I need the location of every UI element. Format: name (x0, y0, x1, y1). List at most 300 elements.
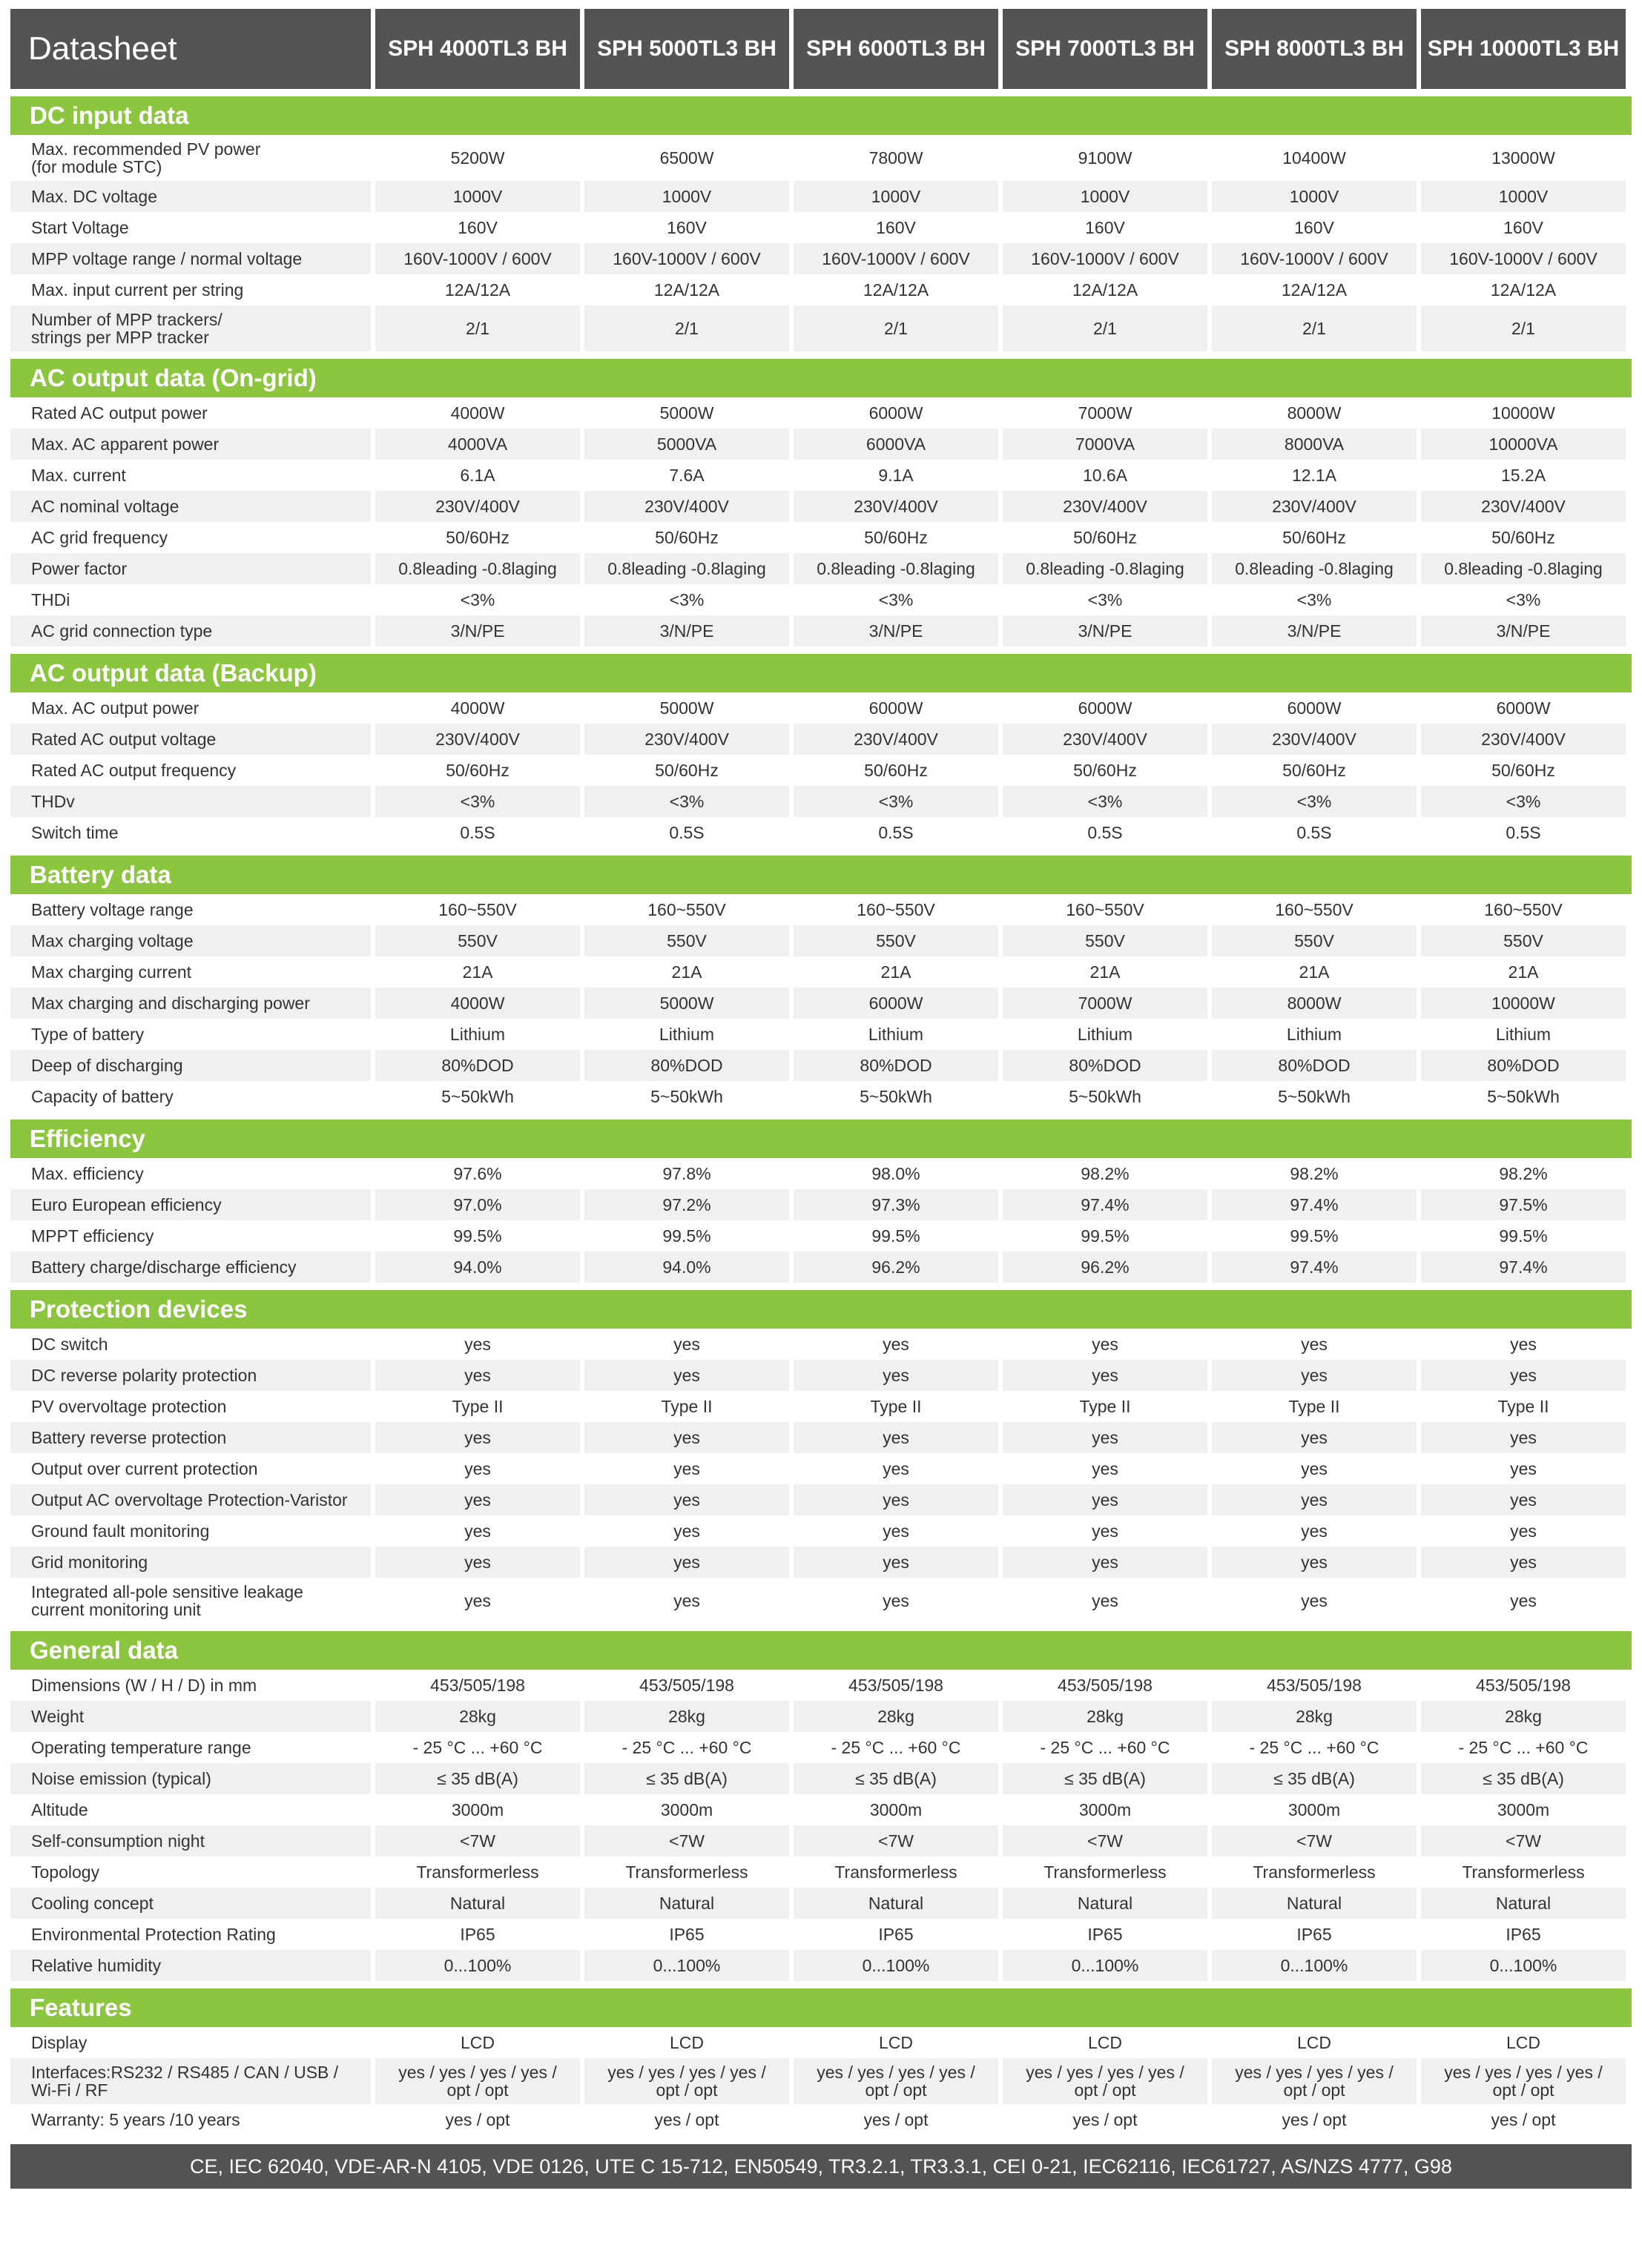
row-value: yes (1003, 1547, 1207, 1578)
section-title: General data (10, 1631, 1632, 1670)
row-value: 453/505/198 (1267, 1676, 1362, 1695)
table-row (10, 1794, 1632, 1825)
row-label: THDv (10, 786, 371, 817)
row-value: yes (584, 1484, 789, 1515)
row-value: IP65 (1506, 1925, 1541, 1944)
table-row (10, 894, 1632, 925)
row-value: 230V/400V (794, 491, 998, 522)
row-value: 3/N/PE (375, 615, 580, 647)
row-value: 3/N/PE (1003, 615, 1207, 647)
row-label: DC switch (31, 1335, 108, 1354)
row-value: 230V/400V (375, 491, 580, 522)
row-value: yes (1003, 1422, 1207, 1453)
section-title: Efficiency (10, 1120, 1632, 1158)
row-value: IP65 (1087, 1925, 1123, 1944)
row-value: 160~550V (1066, 900, 1144, 919)
row-value: 0.8leading -0.8laging (794, 553, 998, 584)
row-value: yes (1092, 1335, 1118, 1354)
row-value: <3% (1212, 786, 1417, 817)
row-value: Natural (1421, 1888, 1626, 1919)
row-value: 28kg (584, 1701, 789, 1732)
row-value: 98.2% (1499, 1164, 1548, 1183)
row-value: 160V (458, 218, 498, 237)
table-row (10, 553, 1632, 584)
row-value: 230V/400V (1003, 491, 1207, 522)
row-value: 550V (375, 925, 580, 956)
row-value: 160V (667, 218, 707, 237)
row-value: Natural (375, 1888, 580, 1919)
row-label: Max. efficiency (31, 1164, 144, 1183)
table-row (10, 274, 1632, 305)
table-row (10, 1919, 1632, 1950)
table-row (10, 1547, 1632, 1578)
table-row (10, 1701, 1632, 1732)
row-value: yes (375, 1422, 580, 1453)
row-value: <3% (669, 590, 705, 609)
row-value: yes / opt (654, 2110, 719, 2129)
section (10, 654, 1632, 848)
row-value: 5~50kWh (441, 1087, 514, 1106)
row-value: 7000VA (1003, 429, 1207, 460)
row-value: LCD (460, 2033, 495, 2052)
row-value: 10000VA (1421, 429, 1626, 460)
row-value: 98.2% (1081, 1164, 1130, 1183)
row-value: yes (1421, 1547, 1626, 1578)
row-value: 1000V (1003, 181, 1207, 212)
row-value: 50/60Hz (1491, 761, 1555, 780)
row-value: 160~550V (1275, 900, 1354, 919)
row-value: 550V (584, 925, 789, 956)
table-row (10, 1857, 1632, 1888)
row-value: 230V/400V (584, 724, 789, 755)
row-value: 230V/400V (375, 724, 580, 755)
row-value: 230V/400V (1003, 724, 1207, 755)
table-row (10, 1732, 1632, 1763)
row-value: 8000VA (1212, 429, 1417, 460)
row-value: 453/505/198 (848, 1676, 943, 1695)
row-value: yes (1301, 1591, 1328, 1610)
row-value: 6000W (868, 698, 923, 718)
row-value: 550V (1212, 925, 1417, 956)
row-label: THDi (31, 590, 70, 609)
row-value: 0.5S (878, 823, 914, 842)
row-value: yes / yes / yes / yes / opt / opt (1421, 2058, 1626, 2104)
table-row (10, 397, 1632, 429)
row-value: 453/505/198 (1058, 1676, 1153, 1695)
row-label: MPP voltage range / normal voltage (10, 243, 371, 274)
row-value: yes (794, 1547, 998, 1578)
row-value: 28kg (1003, 1701, 1207, 1732)
row-value: yes / opt (1072, 2110, 1138, 2129)
section (10, 1988, 1632, 2135)
row-value: 160V-1000V / 600V (794, 243, 998, 274)
table-row (10, 786, 1632, 817)
row-value: yes (1003, 1484, 1207, 1515)
row-value: yes (464, 1521, 491, 1541)
row-value: 0.5S (460, 823, 495, 842)
row-value: 4000W (375, 988, 580, 1019)
row-value: 3000m (660, 1800, 713, 1819)
table-row (10, 1019, 1632, 1050)
row-value: <3% (375, 786, 580, 817)
row-label: Rated AC output power (31, 403, 208, 423)
row-value: 99.5% (1290, 1226, 1339, 1246)
row-value: yes (464, 1591, 491, 1610)
row-label: Altitude (31, 1800, 88, 1819)
row-value: yes / yes / yes / yes / opt / opt (794, 2058, 998, 2104)
row-value: 21A (462, 962, 493, 982)
table-row (10, 692, 1632, 724)
row-label: Relative humidity (10, 1950, 371, 1981)
table-row (10, 615, 1632, 647)
table-row (10, 1220, 1632, 1252)
row-value: yes (1301, 1521, 1328, 1541)
row-value: Lithium (659, 1025, 715, 1044)
table-row (10, 755, 1632, 786)
table-row (10, 925, 1632, 956)
row-label: Ground fault monitoring (31, 1521, 210, 1541)
row-value: 50/60Hz (864, 528, 928, 547)
row-value: 80%DOD (375, 1050, 580, 1081)
table-row (10, 1422, 1632, 1453)
row-value: Type II (1288, 1397, 1340, 1416)
row-label: Max. AC output power (31, 698, 200, 718)
row-value: yes (1510, 1521, 1537, 1541)
row-value: 5000W (659, 698, 714, 718)
row-value: yes (464, 1335, 491, 1354)
row-label: Dimensions (W / H / D) in mm (31, 1676, 257, 1695)
row-value: 2/1 (1421, 305, 1626, 351)
row-value: 160~550V (438, 900, 517, 919)
row-value: 50/60Hz (655, 528, 719, 547)
row-value: yes (1301, 1459, 1328, 1478)
row-value: yes (673, 1521, 700, 1541)
row-value: 50/60Hz (655, 761, 719, 780)
row-value: <3% (1421, 786, 1626, 817)
row-value: 5200W (450, 148, 505, 168)
row-value: 50/60Hz (1282, 761, 1346, 780)
row-label: Max. input current per string (31, 280, 244, 300)
row-value: 28kg (1421, 1701, 1626, 1732)
row-value: ≤ 35 dB(A) (1421, 1763, 1626, 1794)
row-value: 0...100% (1212, 1950, 1417, 1981)
row-value: 5000VA (584, 429, 789, 460)
table-row (10, 1189, 1632, 1220)
datasheet-title: Datasheet (10, 9, 371, 89)
table-row (10, 460, 1632, 491)
row-value: Transformerless (625, 1862, 748, 1882)
row-label: AC nominal voltage (10, 491, 371, 522)
table-row (10, 212, 1632, 243)
row-value: 160V-1000V / 600V (1003, 243, 1207, 274)
table-row (10, 2104, 1632, 2135)
section-title: Features (10, 1988, 1632, 2027)
row-value: 5~50kWh (1069, 1087, 1141, 1106)
row-label: Capacity of battery (31, 1087, 174, 1106)
row-value: Natural (1003, 1888, 1207, 1919)
row-value: <3% (794, 786, 998, 817)
row-value: yes (464, 1459, 491, 1478)
row-value: Lithium (1286, 1025, 1342, 1044)
row-value: yes / opt (1491, 2110, 1556, 2129)
row-value: LCD (1087, 2033, 1122, 2052)
row-label: Max charging voltage (10, 925, 371, 956)
row-value: yes (1092, 1591, 1118, 1610)
row-value: 1000V (1421, 181, 1626, 212)
table-row (10, 429, 1632, 460)
row-value: 21A (1299, 962, 1330, 982)
row-value: 160V-1000V / 600V (584, 243, 789, 274)
row-value: 0.5S (669, 823, 705, 842)
row-value: IP65 (669, 1925, 705, 1944)
row-value: 21A (1508, 962, 1539, 982)
table-row (10, 522, 1632, 553)
row-value: 160V (1294, 218, 1334, 237)
row-value: ≤ 35 dB(A) (794, 1763, 998, 1794)
row-value: 0.5S (1087, 823, 1123, 842)
row-label: Rated AC output voltage (10, 724, 371, 755)
row-value: 230V/400V (1212, 491, 1417, 522)
table-row (10, 2058, 1632, 2104)
row-value: <3% (584, 786, 789, 817)
row-label: Switch time (31, 823, 119, 842)
row-value: yes (1212, 1547, 1417, 1578)
row-value: 5~50kWh (650, 1087, 723, 1106)
row-value: 2/1 (375, 305, 580, 351)
row-value: - 25 °C ... +60 °C (621, 1738, 752, 1757)
section-title: Battery data (10, 856, 1632, 894)
row-value: 6000W (1287, 698, 1342, 718)
row-value: 3000m (869, 1800, 923, 1819)
row-value: ≤ 35 dB(A) (1003, 1763, 1207, 1794)
row-label: Rated AC output frequency (31, 761, 237, 780)
row-value: 2/1 (1003, 305, 1207, 351)
row-value: yes / yes / yes / yes / opt / opt (1003, 2058, 1207, 2104)
model-header: SPH 8000TL3 BH (1212, 9, 1417, 89)
row-label: Max charging and discharging power (10, 988, 371, 1019)
row-value: Transformerless (834, 1862, 957, 1882)
row-value: 0.8leading -0.8laging (1421, 553, 1626, 584)
section (10, 856, 1632, 1112)
table-row (10, 181, 1632, 212)
row-value: yes (794, 1484, 998, 1515)
row-label: Number of MPP trackers/ strings per MPP tracker (10, 305, 371, 351)
row-value: 96.2% (1003, 1252, 1207, 1283)
section-title: AC output data (Backup) (10, 654, 1632, 692)
row-value: yes / opt (863, 2110, 929, 2129)
row-value: Natural (794, 1888, 998, 1919)
row-value: yes (1092, 1459, 1118, 1478)
row-label: Environmental Protection Rating (31, 1925, 276, 1944)
row-value: 50/60Hz (1282, 528, 1346, 547)
table-row (10, 243, 1632, 274)
row-value: 453/505/198 (430, 1676, 525, 1695)
section-title: Protection devices (10, 1290, 1632, 1329)
row-value: 230V/400V (1212, 724, 1417, 755)
row-label: Type of battery (31, 1025, 145, 1044)
table-row (10, 2027, 1632, 2058)
row-value: <7W (1212, 1825, 1417, 1857)
row-label: Battery reverse protection (10, 1422, 371, 1453)
row-value: 50/60Hz (446, 761, 510, 780)
section-title: AC output data (On-grid) (10, 359, 1632, 397)
row-value: 0...100% (375, 1950, 580, 1981)
table-row (10, 1081, 1632, 1112)
row-value: yes (883, 1335, 909, 1354)
row-value: 80%DOD (1003, 1050, 1207, 1081)
row-value: 6000W (868, 403, 923, 423)
row-value: 21A (671, 962, 702, 982)
row-value: yes (673, 1591, 700, 1610)
row-value: 0...100% (1003, 1950, 1207, 1981)
table-row (10, 1360, 1632, 1391)
row-value: 1000V (584, 181, 789, 212)
row-value: - 25 °C ... +60 °C (831, 1738, 961, 1757)
row-value: LCD (669, 2033, 704, 2052)
table-row (10, 135, 1632, 181)
row-value: 99.5% (453, 1226, 502, 1246)
row-value: 2/1 (1212, 305, 1417, 351)
row-value: Natural (584, 1888, 789, 1919)
row-value: <7W (794, 1825, 998, 1857)
row-value: yes / yes / yes / yes / opt / opt (584, 2058, 789, 2104)
row-value: 160V (1085, 218, 1125, 237)
row-value: Natural (1212, 1888, 1417, 1919)
row-value: - 25 °C ... +60 °C (412, 1738, 543, 1757)
row-value: 160~550V (647, 900, 726, 919)
row-value: 1000V (1212, 181, 1417, 212)
row-value: LCD (1506, 2033, 1540, 2052)
row-value: 453/505/198 (1476, 1676, 1571, 1695)
row-value: 10000W (1491, 403, 1555, 423)
row-value: 97.5% (1421, 1189, 1626, 1220)
row-value: 94.0% (584, 1252, 789, 1283)
row-value: 3000m (1078, 1800, 1132, 1819)
datasheet (10, 9, 1632, 2189)
row-value: 550V (1003, 925, 1207, 956)
row-label: Warranty: 5 years /10 years (31, 2110, 240, 2129)
row-value: 50/60Hz (446, 528, 510, 547)
table-row (10, 1391, 1632, 1422)
row-value: 7000W (1003, 988, 1207, 1019)
row-value: 21A (1089, 962, 1121, 982)
row-value: 4000W (450, 698, 505, 718)
certifications-footer: CE, IEC 62040, VDE-AR-N 4105, VDE 0126, UTE C 15-712, EN50549, TR3.2.1, TR3.3.1, CEI 0-21, IEC62116, IEC61727, AS/NZS 4777, G98 (10, 2144, 1632, 2189)
row-value: Lithium (449, 1025, 506, 1044)
row-value: 97.8% (662, 1164, 711, 1183)
row-value: 7000W (1078, 403, 1132, 423)
row-value: yes / opt (445, 2110, 510, 2129)
row-label: Operating temperature range (31, 1738, 251, 1757)
row-value: 97.4% (1003, 1189, 1207, 1220)
row-value: <3% (1003, 786, 1207, 817)
row-value: 12A/12A (1281, 280, 1348, 300)
row-value: yes (584, 1422, 789, 1453)
row-value: 80%DOD (1421, 1050, 1626, 1081)
row-value: 0.5S (1506, 823, 1541, 842)
table-row (10, 1329, 1632, 1360)
section (10, 359, 1632, 647)
row-value: yes (794, 1360, 998, 1391)
row-label: DC reverse polarity protection (10, 1360, 371, 1391)
row-label: Grid monitoring (10, 1547, 371, 1578)
row-value: 97.3% (794, 1189, 998, 1220)
row-label: Topology (31, 1862, 100, 1882)
row-value: 8000W (1212, 988, 1417, 1019)
section (10, 1120, 1632, 1283)
row-value: 12A/12A (653, 280, 720, 300)
model-header: SPH 5000TL3 BH (584, 9, 789, 89)
row-value: 12A/12A (863, 280, 929, 300)
row-value: yes / yes / yes / yes / opt / opt (375, 2058, 580, 2104)
row-value: 3/N/PE (794, 615, 998, 647)
row-value: 97.4% (1212, 1252, 1417, 1283)
row-value: Type II (1079, 1397, 1131, 1416)
row-value: 97.0% (375, 1189, 580, 1220)
row-label: Output over current protection (31, 1459, 258, 1478)
row-value: 453/505/198 (639, 1676, 734, 1695)
section (10, 96, 1632, 351)
row-value: Lithium (1077, 1025, 1133, 1044)
row-value: 1000V (794, 181, 998, 212)
row-value: 97.4% (1421, 1252, 1626, 1283)
row-value: IP65 (1296, 1925, 1332, 1944)
row-label: Max charging current (31, 962, 192, 982)
row-value: 98.2% (1290, 1164, 1339, 1183)
row-value: LCD (1296, 2033, 1331, 2052)
row-value: 0.8leading -0.8laging (1003, 553, 1207, 584)
row-value: 10.6A (1082, 466, 1128, 485)
row-value: 0.5S (1296, 823, 1332, 842)
row-value: 96.2% (794, 1252, 998, 1283)
table-row (10, 817, 1632, 848)
row-value: 160V-1000V / 600V (1212, 243, 1417, 274)
model-header: SPH 4000TL3 BH (375, 9, 580, 89)
table-row (10, 1050, 1632, 1081)
row-label: Battery charge/discharge efficiency (10, 1252, 371, 1283)
row-value: 7800W (868, 148, 923, 168)
row-value: 160~550V (1484, 900, 1563, 919)
row-value: 28kg (375, 1701, 580, 1732)
row-value: 12A/12A (1490, 280, 1557, 300)
row-value: 12A/12A (444, 280, 511, 300)
table-row (10, 1453, 1632, 1484)
table-row (10, 956, 1632, 988)
row-value: 99.5% (1499, 1226, 1548, 1246)
row-value: IP65 (878, 1925, 914, 1944)
row-value: <3% (460, 590, 495, 609)
row-value: 15.2A (1500, 466, 1546, 485)
row-value: Lithium (1495, 1025, 1552, 1044)
row-value: 9100W (1078, 148, 1132, 168)
row-value: IP65 (460, 1925, 495, 1944)
row-value: 97.4% (1212, 1189, 1417, 1220)
row-value: 3000m (1497, 1800, 1550, 1819)
row-value: yes (673, 1335, 700, 1354)
row-value: 12A/12A (1072, 280, 1138, 300)
row-label: Euro European efficiency (10, 1189, 371, 1220)
row-value: yes (1421, 1422, 1626, 1453)
header-row (10, 9, 1632, 89)
row-value: Transformerless (416, 1862, 539, 1882)
row-value: Type II (452, 1397, 504, 1416)
row-value: 230V/400V (1421, 491, 1626, 522)
row-value: 97.2% (584, 1189, 789, 1220)
row-value: 28kg (794, 1701, 998, 1732)
row-value: 2/1 (584, 305, 789, 351)
row-value: 10400W (1282, 148, 1346, 168)
row-value: 0...100% (794, 1950, 998, 1981)
